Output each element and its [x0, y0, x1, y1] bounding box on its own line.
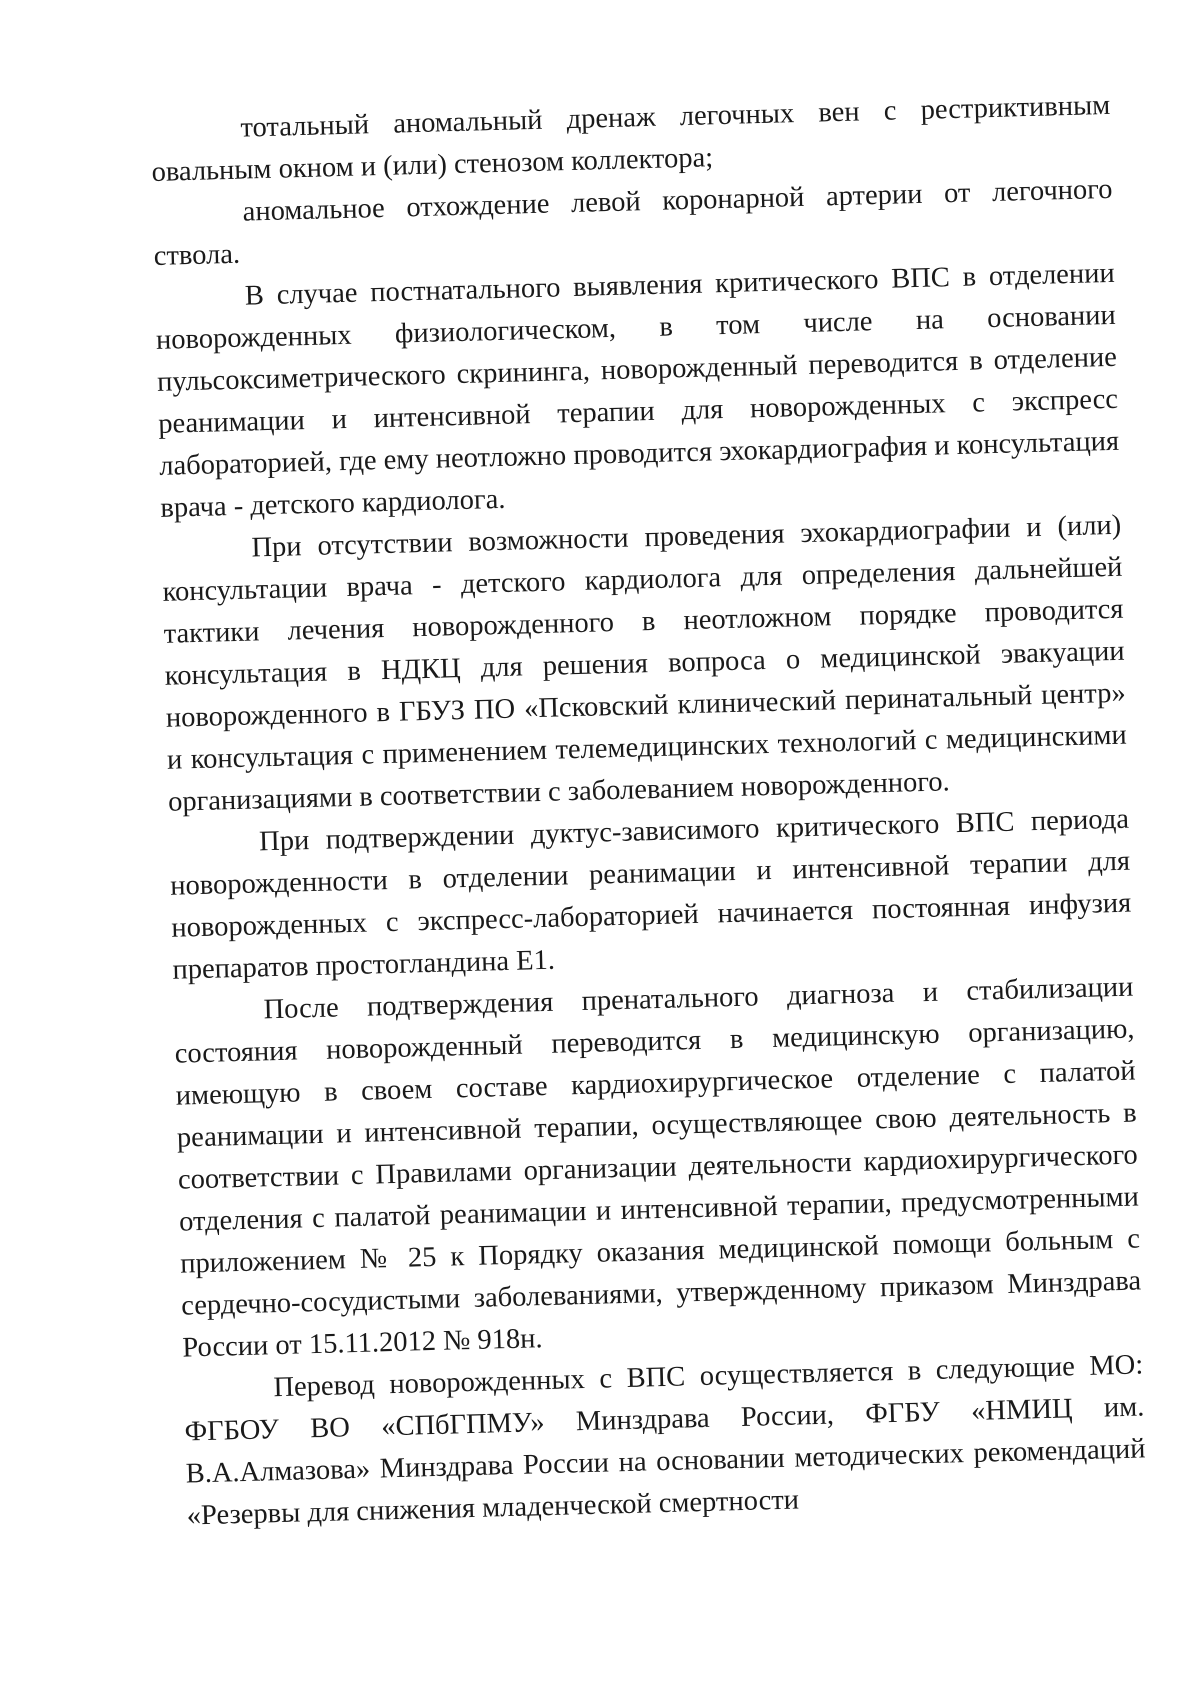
paragraph-6: После подтверждения пренатального диагноза и стабилизации состояния новорожденный переводится в медицинскую организацию, имеющую в своем составе кардиохирургическое отделение с палатой реанимации и интенсивной терапии, осуществляющее свою деятельность в соответствии с Правилами организации деятельности кардиохирургического отделения с палатой реанимации и интенсивной терапии, предусмотренными приложением № 25 к Порядку оказания медицинской помощи больным с сердечно-сосудистыми заболеваниями, утвержденному приказом Минздрава России от 15.11.2012 № 918н.: [174, 971, 1142, 1364]
paragraph-3: В случае постнатального выявления критического ВПС в отделении новорожденных физиологическом, в том числе на основании пульсоксиметрического скрининга, новорожденный переводится в отделение реанимации и интенсивной терапии для новорожденных с экспресс лабораторией, где ему неотложно проводится эхокардиография и консультация врача - детского кардиолога.: [155, 257, 1120, 524]
paragraph-2: аномальное отхождение левой коронарной артерии от легочного ствола.: [153, 173, 1113, 272]
paragraph-4: При отсутствии возможности проведения эхокардиографии и (или) консультации врача - детского кардиолога для определения дальнейшей тактики лечения новорожденного в неотложном порядке проводится консультация в НДКЦ для решения вопроса о медицинской эвакуации новорожденного в ГБУЗ ПО «Псковский клинический перинатальный центр» и консультация с применением телемедицинских технологий с медицинскими организациями в соответствии с заболеванием новорожденного.: [162, 509, 1128, 818]
paragraph-5: При подтверждении дуктус-зависимого критического ВПС периода новорожденности в отделении реанимации и интенсивной терапии для новорожденных с экспресс-лабораторией начинается постоянная инфузия препаратов простогландина Е1.: [169, 803, 1132, 986]
paragraph-7: Перевод новорожденных с ВПС осуществляется в следующие МО: ФГБОУ ВО «СПбГПМУ» Минздрава России, ФГБУ «НМИЦ им. В.А.Алмазова» Минздрава России на основании методических рекомендаций «Резервы для снижения младенческой смертности: [184, 1349, 1146, 1532]
paragraph-1: тотальный аномальный дренаж легочных вен с рестриктивным овальным окном и (или) стенозом коллектора;: [151, 89, 1111, 188]
document-body: [150, 85, 1147, 1538]
